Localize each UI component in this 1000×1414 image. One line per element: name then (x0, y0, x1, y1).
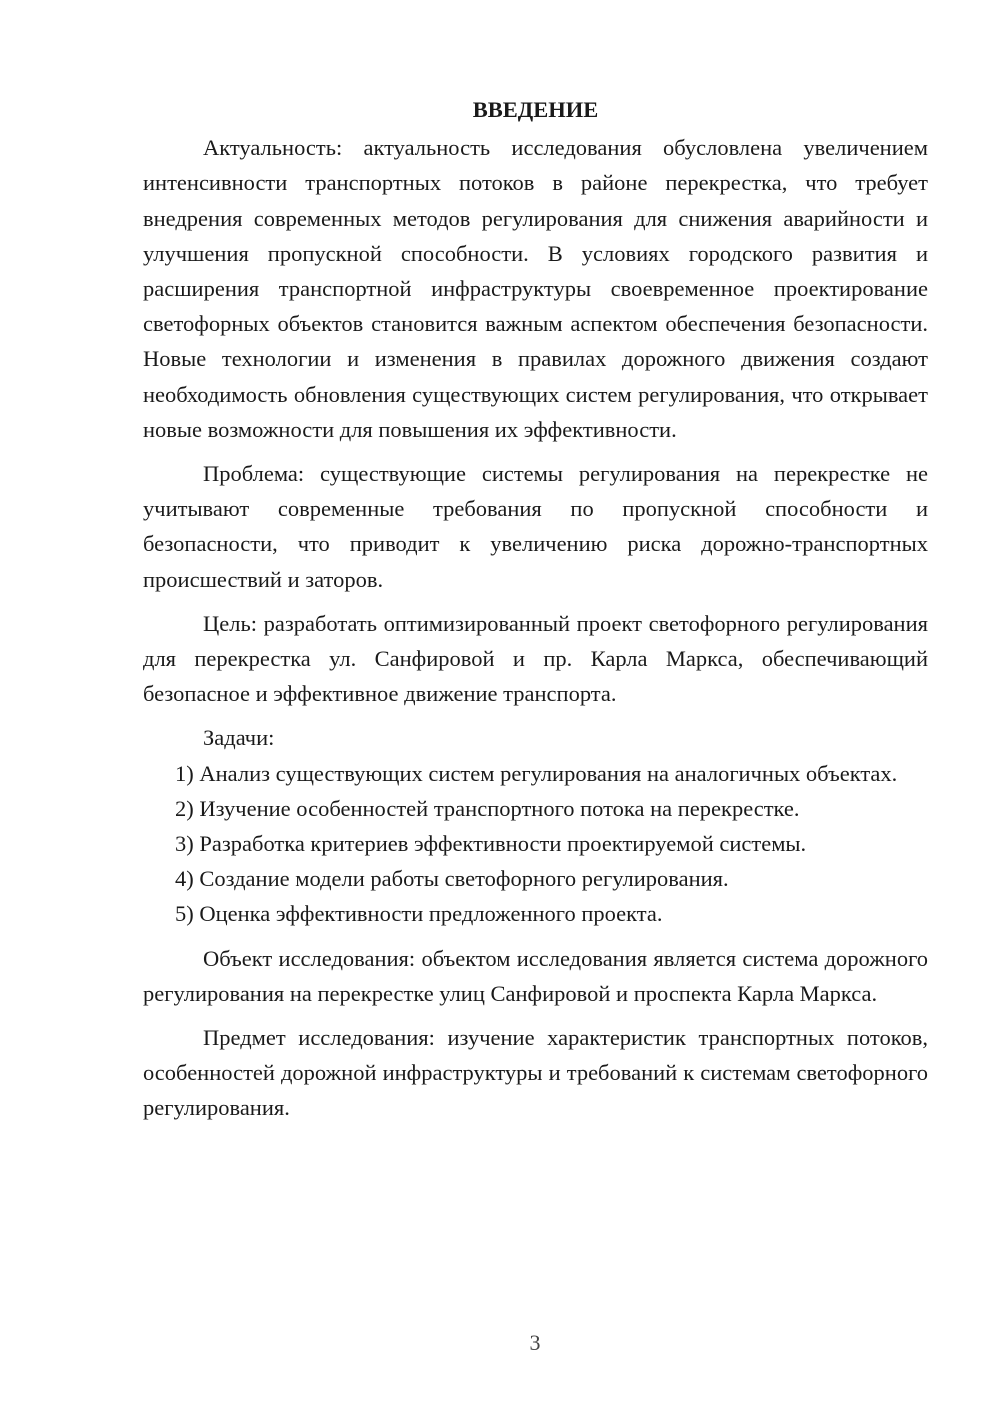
task-item: 2) Изучение особенностей транспортного потока на перекрестке. (175, 795, 800, 821)
task-item: 3) Разработка критериев эффективности проектируемой системы. (175, 831, 807, 857)
subject-paragraph: Предмет исследования: изучение характеристик транспортных потоков, особенностей дорожной инфраструктуры и требований к системам светофорного регулирования. (143, 1025, 928, 1121)
page-number: 3 (529, 1330, 541, 1355)
task-item: 1) Анализ существующих систем регулирования на аналогичных объектах. (175, 760, 898, 786)
task-item: 4) Создание модели работы светофорного регулирования. (175, 866, 729, 892)
object-paragraph: Объект исследования: объектом исследования является система дорожного регулирования на перекрестке улиц Санфировой и проспекта Карла Маркса. (143, 945, 928, 1006)
goal-paragraph: Цель: разработать оптимизированный проект светофорного регулирования для перекрестка ул. Санфировой и пр. Карла Маркса, обеспечивающий безопасное и эффективное движение транспорта. (143, 610, 928, 707)
document-page (143, 92, 928, 1126)
problem-paragraph: Проблема: существующие системы регулирования на перекрестке не учитывают современные требования по пропускной способности и безопасности, что приводит к увеличению риска дорожно-транспортных происшествий и заторов. (143, 461, 928, 592)
page-title: ВВЕДЕНИЕ (472, 97, 599, 122)
task-item: 5) Оценка эффективности предложенного проекта. (175, 901, 663, 927)
tasks-heading: Задачи: (203, 725, 275, 751)
relevance-paragraph: Актуальность: актуальность исследования обусловлена увеличением интенсивности транспортных потоков в районе перекрестка, что требует внедрения современных методов регулирования для снижения аварийности и улучшения пропускной способности. В условиях городского развития и расширения транспортной инфраструктуры своевременное проектирование светофорных объектов становится важным аспектом обеспечения безопасности. Новые технологии и изменения в правилах дорожного движения создают необходимость обновления существующих систем регулирования, что открывает новые возможности для повышения их эффективности. (143, 135, 928, 442)
